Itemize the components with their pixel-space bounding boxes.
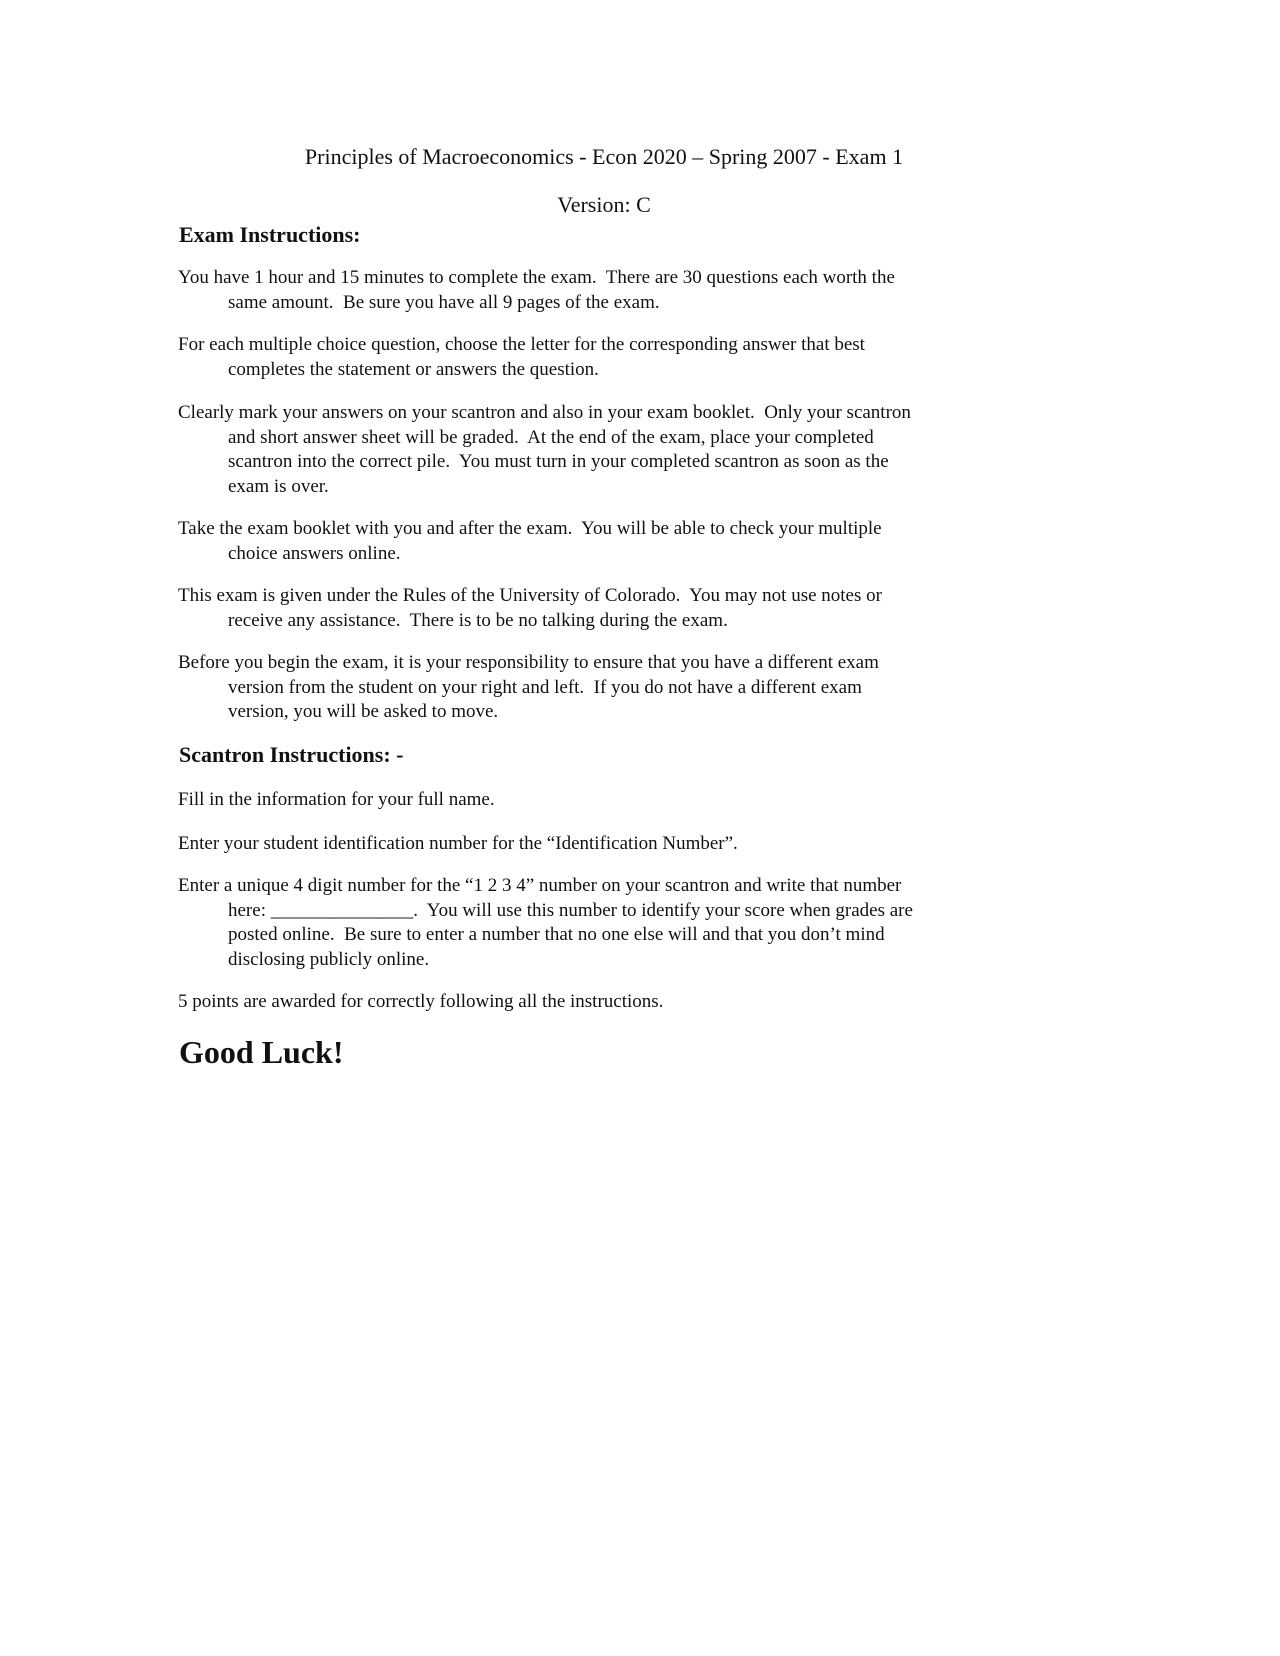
- paragraph-line: version from the student on your right and left. If you do not have a different exam: [228, 676, 862, 698]
- paragraph-line: exam is over.: [228, 475, 329, 497]
- exam-instructions-heading: Exam Instructions:: [179, 222, 361, 247]
- scantron-instructions-heading: Scantron Instructions: -: [179, 742, 404, 767]
- paragraph-line: here: _______________. You will use this number to identify your score when grades are: [228, 899, 913, 921]
- paragraph-line: Enter a unique 4 digit number for the “1 2 3 4” number on your scantron and write that number: [178, 875, 902, 896]
- paragraph-line: 5 points are awarded for correctly following all the instructions.: [178, 991, 664, 1012]
- paragraph-line: receive any assistance. There is to be no talking during the exam.: [228, 609, 728, 631]
- paragraph-line: version, you will be asked to move.: [228, 701, 499, 722]
- scantron-instruction-paragraph: [178, 990, 1078, 1015]
- exam-title: Principles of Macroeconomics - Econ 2020 – Spring 2007 - Exam 1: [304, 144, 904, 169]
- exam-instruction-paragraph: [178, 266, 1078, 315]
- scantron-instruction-paragraph: [178, 788, 1078, 813]
- paragraph-line: Take the exam booklet with you and after the exam. You will be able to check your multiple: [178, 518, 882, 539]
- paragraph-line: completes the statement or answers the question.: [228, 358, 599, 380]
- paragraph-line: Fill in the information for your full name.: [178, 789, 495, 810]
- paragraph-line: same amount. Be sure you have all 9 pages of the exam.: [228, 291, 660, 313]
- good-luck-closing: Good Luck!: [179, 1034, 344, 1070]
- paragraph-line: choice answers online.: [228, 542, 401, 564]
- exam-instruction-paragraph: [178, 401, 1078, 499]
- paragraph-line: For each multiple choice question, choose the letter for the corresponding answer that best: [178, 334, 865, 355]
- paragraph-line: Enter your student identification number for the “Identification Number”.: [178, 833, 738, 854]
- exam-instruction-paragraph: [178, 651, 1078, 725]
- scantron-instruction-paragraph: [178, 874, 1078, 972]
- paragraph-line: Clearly mark your answers on your scantron and also in your exam booklet. Only your scantron: [178, 402, 911, 423]
- paragraph-line: You have 1 hour and 15 minutes to complete the exam. There are 30 questions each worth the: [178, 267, 895, 288]
- exam-instruction-paragraph: [178, 584, 1078, 633]
- exam-instruction-paragraph: [178, 517, 1078, 566]
- exam-instruction-paragraph: [178, 333, 1078, 382]
- paragraph-line: posted online. Be sure to enter a number that no one else will and that you don’t mind: [228, 924, 885, 945]
- exam-version: Version: C: [557, 192, 651, 217]
- paragraph-line: scantron into the correct pile. You must turn in your completed scantron as soon as the: [228, 451, 889, 472]
- scantron-instruction-paragraph: [178, 832, 1078, 857]
- paragraph-line: Before you begin the exam, it is your responsibility to ensure that you have a different exam: [178, 652, 879, 673]
- paragraph-line: disclosing publicly online.: [228, 948, 430, 970]
- paragraph-line: and short answer sheet will be graded. At the end of the exam, place your completed: [228, 426, 874, 448]
- paragraph-line: This exam is given under the Rules of the University of Colorado. You may not use notes or: [178, 585, 882, 606]
